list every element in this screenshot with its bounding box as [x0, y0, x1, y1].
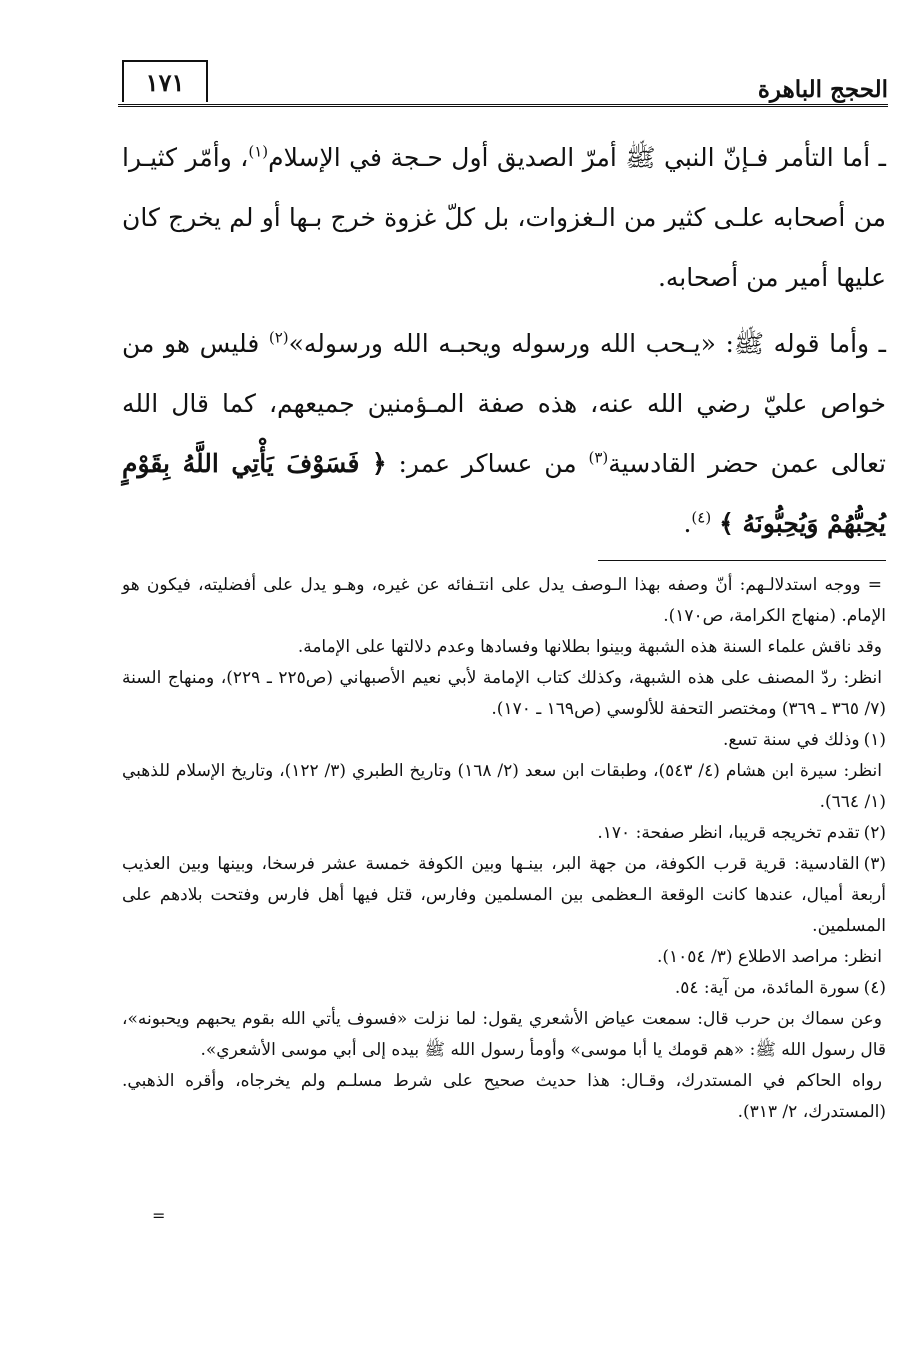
paragraph-text: [711, 509, 719, 538]
footnote-text: انظر: مراصد الاطلاع (٣/ ١٠٥٤).: [656, 947, 882, 967]
page-header: [118, 60, 888, 112]
paragraph-text: فليس هو من خواص عليّ رضي الله عنه، هذه صفة المـؤمنين جميعهم، كما قال الله تعالى عمن حضر القادسية: [122, 329, 886, 478]
footnote-ref-3: (٣): [588, 448, 609, 467]
footnotes: [122, 570, 886, 1128]
footnote-text: رواه الحاكم في المستدرك، وقـال: هذا حديث صحيح على شرط مسلـم ولم يخرجاه، وأقره الذهبي. (المستدرك، ٢/ ٣١٣).: [122, 1071, 886, 1122]
paragraph-text: من عساكر عمر:: [386, 449, 589, 478]
footnote-text: تقدم تخريجه قريبا، انظر صفحة: ١٧٠.: [597, 823, 860, 843]
footnote-text: انظر: ردّ المصنف على هذه الشبهة، وكذلك كتاب الإمامة لأبي نعيم الأصبهاني (ص٢٢٥ ـ ٢٢٩)، ومنهاج السنة (٧/ ٣٦٥ ـ ٣٦٩) ومختصر التحفة للألوسي (ص١٦٩ ـ ١٧٠).: [122, 668, 886, 719]
continuation-mark: =: [152, 1206, 166, 1225]
paragraph-text: ـ أما التأمر فـإنّ النبي ﷺ أمرّ الصديق أول حـجة في الإسلام: [268, 143, 886, 172]
footnote-line: [122, 818, 886, 849]
paragraph-text: ، وأمّر كثيـرا من أصحابه علـى كثير من الـغزوات، بل كلّ غزوة خرج بـها أو لم يخرج كان عليها أمير من أصحابه.: [122, 143, 886, 292]
footnote-ref-1: (١): [248, 142, 269, 161]
main-text: [122, 128, 886, 560]
footnote-separator: [598, 560, 886, 561]
footnote-text: وعن سماك بن حرب قال: سمعت عياض الأشعري يقول: لما نزلت «فسوف يأتي الله بقوم يحبهم ويحبونه»، قال رسول الله ﷺ: «هم قومك يا أبا موسى» وأومأ رسول الله ﷺ بيده إلى أبي موسى الأشعري».: [122, 1009, 886, 1060]
footnote-text: = ووجه استدلالـهم: أنّ وصفه بهذا الـوصف يدل على انتـفائه عن غيره، وهـو يدل على أفضليته، فيكون هو الإمام. (منهاج الكرامة، ص١٧٠).: [122, 575, 886, 626]
footnote-line: [122, 756, 886, 818]
footnote-line: [122, 663, 886, 725]
footnote-ref-2: (٢): [268, 328, 289, 347]
book-title: الحجج الباهرة: [757, 76, 888, 103]
footnote-marker: (٤): [863, 978, 886, 998]
paragraph-2: [122, 314, 886, 554]
page-number-box: [122, 60, 208, 102]
quran-verse: ﴿ فَسَوْفَ يَأْتِي اللَّهُ بِقَوْمٍ يُحِبُّهُمْ وَيُحِبُّونَهُ ﴾: [122, 449, 886, 538]
header-rule: [118, 104, 888, 107]
page-number: ١٧١: [145, 67, 185, 97]
footnote-marker: (٣): [863, 854, 886, 874]
footnote-text: انظر: سيرة ابن هشام (٤/ ٥٤٣)، وطبقات ابن سعد (٢/ ١٦٨) وتاريخ الطبري (٣/ ١٢٢)، وتاريخ الإسلام للذهبي (١/ ٦٦٤).: [122, 761, 886, 812]
footnote-line: [122, 570, 886, 632]
footnote-marker: (٢): [863, 823, 886, 843]
paragraph-text: ـ وأما قوله ﷺ: «يـحب الله ورسوله ويحبـه الله ورسوله»: [288, 329, 886, 358]
paragraph-text: .: [683, 509, 692, 538]
footnote-line: [122, 849, 886, 942]
footnote-ref-4: (٤): [691, 508, 712, 527]
footnote-text: وقد ناقش علماء السنة هذه الشبهة وبينوا بطلانها وفسادها وعدم دلالتها على الإمامة.: [297, 637, 882, 657]
footnote-text: القادسية: قرية قرب الكوفة، من جهة البر، بينـها وبين الكوفة خمسة عشر فرسخا، وبينها وبين العذيب أربعة أميال، عندها كانت الوقعة الـعظمى بين المسلمين وفارس، قتل فيها أهل فارس وفتحت بلادهم على المسلمين.: [122, 854, 886, 936]
footnote-marker: (١): [863, 730, 886, 750]
footnote-line: [122, 1066, 886, 1128]
paragraph-1: [122, 128, 886, 308]
footnote-text: وذلك في سنة تسع.: [722, 730, 860, 750]
footnote-line: [122, 973, 886, 1004]
footnote-line: [122, 942, 886, 973]
footnote-line: [122, 632, 886, 663]
footnote-text: سورة المائدة، من آية: ٥٤.: [674, 978, 860, 998]
footnote-line: [122, 725, 886, 756]
footnote-line: [122, 1004, 886, 1066]
